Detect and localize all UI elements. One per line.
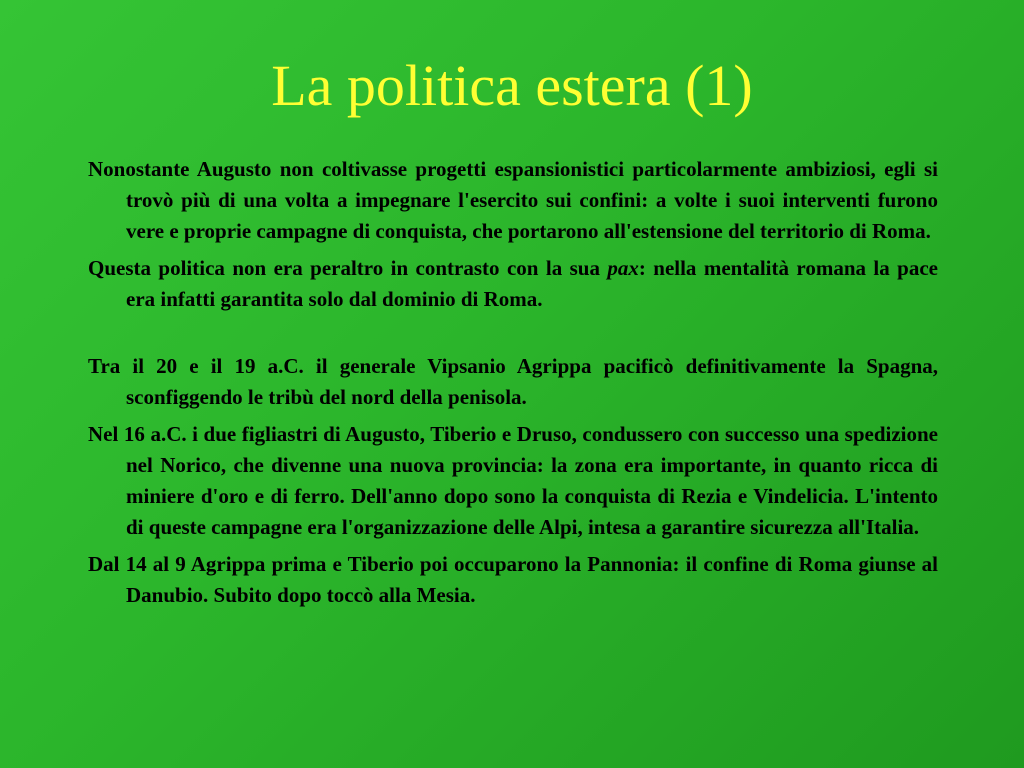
paragraph-1: Nonostante Augusto non coltivasse progetti espansionistici particolarmente ambiziosi, egli si trovò più di una volta a impegnare l'esercito sui confini: a volte i suoi interventi furono vere e proprie campagne di conquista, che portarono all'estensione del territorio di Roma. <box>88 157 938 243</box>
paragraph-5: Dal 14 al 9 Agrippa prima e Tiberio poi occuparono la Pannonia: il confine di Roma giunse al Danubio. Subito dopo toccò alla Mesia. <box>88 552 938 607</box>
paragraph-2-pax: pax <box>607 256 639 280</box>
paragraph-2-end: : nella mentalità romana la pace era infatti garantita solo dal dominio di Roma. <box>126 256 938 311</box>
paragraph-2-start: Questa politica non era peraltro in contrasto con la sua <box>88 256 608 280</box>
paragraph-4: Nel 16 a.C. i due figliastri di Augusto, Tiberio e Druso, condussero con successo una spedizione nel Norico, che divenne una nuova provincia: la zona era importante, in quanto ricca di miniere d'oro e di ferro. Dell'anno dopo sono la conquista di Rezia e Vindelicia. L'intento di queste campagne era l'organizzazione delle Alpi, intesa a garantire sicurezza all'Italia. <box>88 422 938 539</box>
slide-title: La politica estera (1) <box>271 53 753 118</box>
section-spacer <box>88 321 938 351</box>
slide-body <box>88 154 938 617</box>
paragraph-3: Tra il 20 e il 19 a.C. il generale Vipsanio Agrippa pacificò definitivamente la Spagna, sconfiggendo le tribù del nord della penisola. <box>88 354 938 409</box>
paragraph-2 <box>88 253 938 315</box>
